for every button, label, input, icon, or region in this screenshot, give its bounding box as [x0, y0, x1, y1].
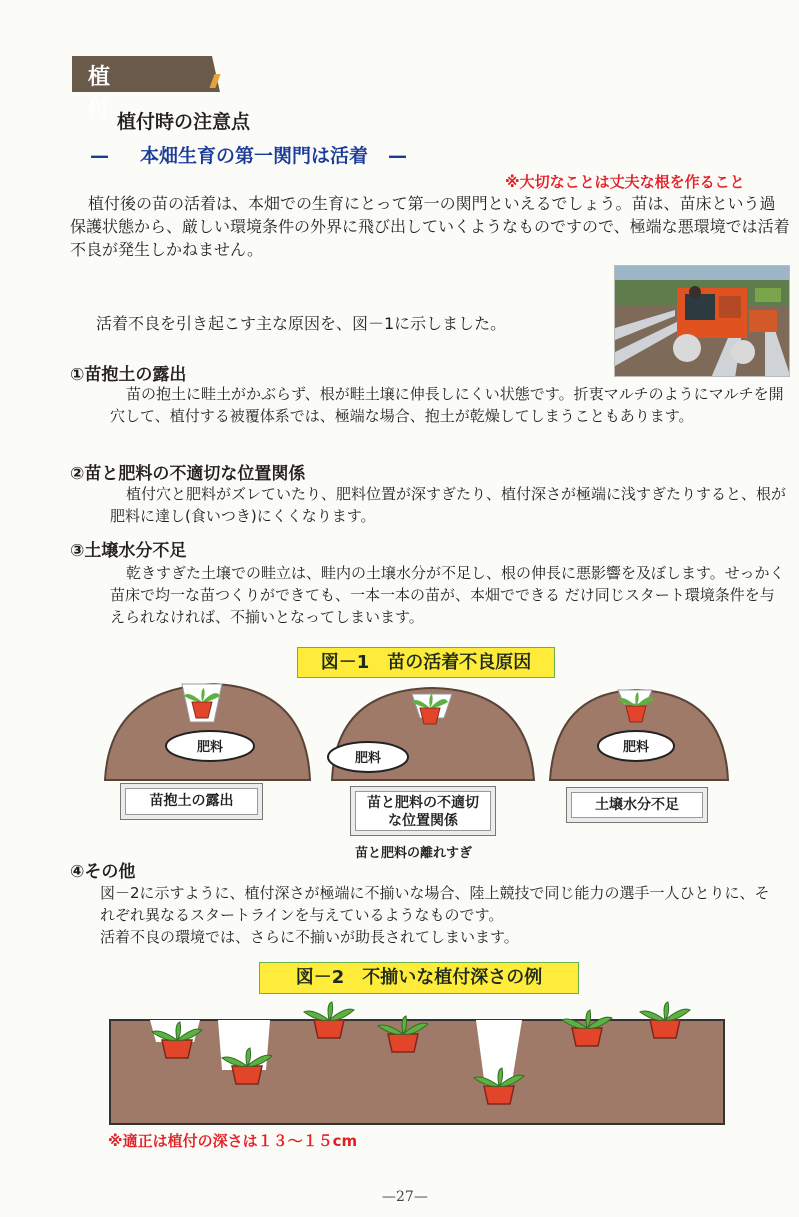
subheading-text: 本畑生育の第一関門は活着	[140, 145, 369, 167]
page-subheading	[90, 141, 424, 168]
fertilizer-label-2: 肥料	[354, 751, 382, 766]
figure-1-label-2-line-2: な位置関係	[388, 813, 458, 829]
seedling-pot-icon	[192, 702, 212, 718]
subheading-dash-right: —	[388, 145, 408, 167]
figure-1-title: 図－1 苗の活着不良原因	[297, 647, 555, 678]
figure-1-caption: 苗と肥料の離れすぎ	[355, 846, 473, 861]
cause-3-text: 乾きすぎた土壌での畦立は、畦内の土壌水分が不足し、根の伸長に悪影響を及ぼします。せっかく苗床で均一な苗つくりができても、一本一本の苗が、本畑でできる だけ同じスタート環境条件を与えられなければ、不揃いとなってしまいます。	[110, 564, 785, 626]
cause-1-title: ①苗抱土の露出	[70, 365, 187, 385]
transplanter-photo	[614, 265, 790, 377]
cause-4-title: ④その他	[70, 862, 136, 882]
correct-depth-note: ※適正は植付の深さは１３～１５cm	[108, 1132, 358, 1150]
seedling-pot-icon	[626, 706, 646, 722]
cause-2-title: ②苗と肥料の不適切な位置関係	[70, 464, 306, 484]
cause-1-text: 苗の抱土に畦土がかぶらず、根が畦土壌に伸長しにくい状態です。折衷マルチのようにマルチを開穴して、植付する被覆体系では、極端な場合、抱土が乾燥してしまうこともあります。	[110, 385, 784, 425]
seedling-pot-icon	[420, 708, 440, 724]
figure-1-label-3: 土壌水分不足	[566, 787, 708, 823]
figure-2-title: 図－2 不揃いな植付深さの例	[259, 962, 579, 994]
figure-2-diagram	[108, 1000, 726, 1128]
section-title: 植 付	[88, 65, 201, 121]
cause-4-text: 図－2に示すように、植付深さが極端に不揃いな場合、陸上競技で同じ能力の選手一人ひとりに、それぞれ異なるスタートラインを与えているようなものです。 活着不良の環境では、さらに不揃いが助長されてしまいます。	[100, 884, 770, 946]
cause-2-text: 植付穴と肥料がズレていたり、肥料位置が深すぎたり、植付深さが極端に浅すぎたりすると、根が肥料に達し(食いつき)にくくなります。	[110, 485, 787, 525]
figure-1-label-1: 苗抱土の露出	[120, 783, 263, 820]
page-number: —27—	[382, 1189, 428, 1205]
section-tag	[72, 56, 212, 121]
subheading-dash-left: —	[90, 145, 109, 167]
page-heading: 植付時の注意点	[117, 111, 251, 133]
important-note: ※大切なことは丈夫な根を作ること	[505, 173, 745, 191]
cause-intro: 活着不良を引き起こす主な原因を、図－1に示しました。	[96, 314, 507, 333]
figure-1-diagram	[100, 680, 740, 790]
figure-1-label-2-line-1: 苗と肥料の不適切	[367, 795, 479, 811]
fertilizer-label-3: 肥料	[622, 740, 650, 755]
figure-1-label-2	[350, 786, 496, 836]
intro-paragraph: 植付後の苗の活着は、本畑での生育にとって第一の関門といえるでしょう。苗は、苗床という過保護状態から、厳しい環境条件の外界に飛び出していくようなものですので、極端な悪環境では活着不良が発生しかねません。	[70, 194, 790, 259]
fertilizer-label-1: 肥料	[196, 740, 224, 755]
cause-3-title: ③土壌水分不足	[70, 541, 187, 561]
